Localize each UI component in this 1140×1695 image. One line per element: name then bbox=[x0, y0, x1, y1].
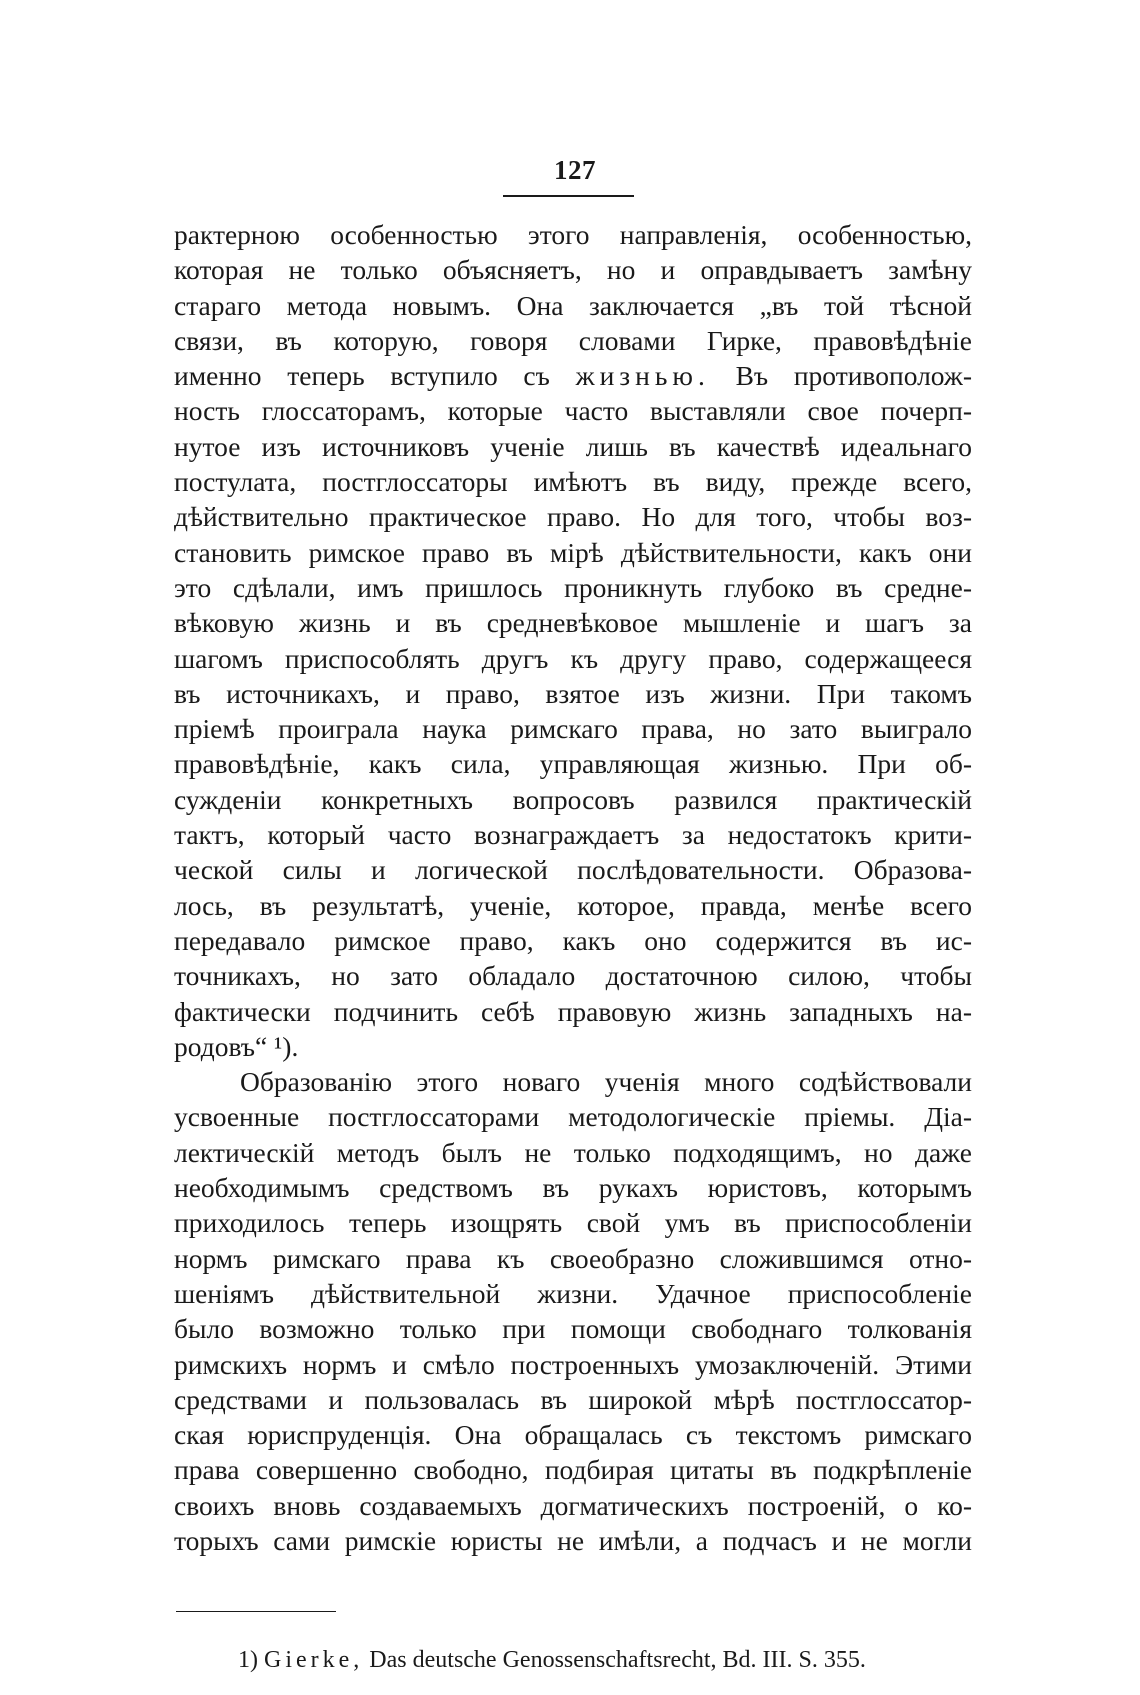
text-line: ская юриспруденція. Она обращалась съ текстомъ римскаго bbox=[174, 1419, 972, 1451]
page-number: 127 bbox=[554, 155, 596, 185]
text-line: шагомъ приспособлять другъ къ другу право, содержащееся bbox=[174, 642, 972, 674]
text-line: средствами и пользовалась въ широкой мѣрѣ постглоссатор- bbox=[174, 1383, 972, 1415]
text-line: торыхъ сами римскіе юристы не имѣли, а подчасъ и не могли bbox=[174, 1524, 972, 1556]
text-line: становить римское право въ мірѣ дѣйствительности, какъ они bbox=[174, 536, 972, 568]
text-line: римскихъ нормъ и смѣло построенныхъ умозаключеній. Этими bbox=[174, 1348, 972, 1380]
text-line: лось, въ результатѣ, ученіе, которое, правда, менѣе всего bbox=[174, 889, 972, 921]
footnote-text: Das deutsche Genossenschaftsrecht, Bd. III. S. 355. bbox=[369, 1647, 866, 1673]
text-line: нутое изъ источниковъ ученіе лишь въ качествѣ идеальнаго bbox=[174, 430, 972, 462]
text-line: усвоенные постглоссаторами методологическіе пріемы. Діа- bbox=[174, 1101, 972, 1133]
text-line: передавало римское право, какъ оно содержится въ ис- bbox=[174, 924, 972, 956]
spaced-emphasis: жизнью. bbox=[575, 360, 710, 392]
text-fragment: Въ противополож- bbox=[735, 360, 973, 392]
text-line: дѣйствительно практическое право. Но для того, чтобы воз- bbox=[174, 501, 972, 533]
paragraph-start: Образованію этого новаго ученія много содѣйствовали bbox=[240, 1066, 972, 1098]
text-line: родовъ“ ¹). bbox=[174, 1030, 299, 1062]
text-line: ность глоссаторамъ, которые часто выставляли свое почерп- bbox=[174, 395, 972, 427]
body-text bbox=[174, 217, 972, 1558]
page-number-rule bbox=[503, 195, 634, 197]
text-line: приходилось теперь изощрять свой умъ въ приспособленіи bbox=[174, 1207, 972, 1239]
text-line: было возможно только при помощи свободнаго толкованія bbox=[174, 1313, 972, 1345]
text-line: права совершенно свободно, подбирая цитаты въ подкрѣпленіе bbox=[174, 1454, 972, 1486]
text-line: фактически подчинить себѣ правовую жизнь западныхъ на- bbox=[174, 995, 972, 1027]
text-line: своихъ вновь создаваемыхъ догматическихъ построеній, о ко- bbox=[174, 1489, 972, 1521]
footnote-author: Gierke, bbox=[264, 1647, 364, 1673]
text-line: ческой силы и логической послѣдовательности. Образова- bbox=[174, 854, 972, 886]
text-line: правовѣдѣніе, какъ сила, управляющая жизнью. При об- bbox=[174, 748, 972, 780]
text-fragment: именно теперь вступило съ bbox=[174, 360, 550, 392]
text-line bbox=[174, 358, 972, 393]
text-line: это сдѣлали, имъ пришлось проникнуть глубоко въ средне- bbox=[174, 571, 972, 603]
text-line: необходимымъ средствомъ въ рукахъ юристовъ, которымъ bbox=[174, 1172, 972, 1204]
text-line: тактъ, который часто вознаграждаетъ за недостатокъ крити- bbox=[174, 819, 972, 851]
text-line: пріемѣ проиграла наука римскаго права, но зато выиграло bbox=[174, 713, 972, 745]
text-line: точникахъ, но зато обладало достаточною силою, чтобы bbox=[174, 960, 972, 992]
text-line: шеніямъ дѣйствительной жизни. Удачное приспособленіе bbox=[174, 1277, 972, 1309]
footnote-rule bbox=[176, 1611, 336, 1612]
text-line: вѣковую жизнь и въ средневѣковое мышленіе и шагъ за bbox=[174, 607, 972, 639]
text-line: связи, въ которую, говоря словами Гирке, правовѣдѣніе bbox=[174, 324, 972, 356]
footnote-marker: 1) bbox=[238, 1647, 258, 1673]
text-line: рактерною особенностью этого направленія, особенностью, bbox=[174, 219, 972, 250]
text-line: постулата, постглоссаторы имѣютъ въ виду, прежде всего, bbox=[174, 466, 972, 498]
text-line: стараго метода новымъ. Она заключается „въ той тѣсной bbox=[174, 289, 972, 321]
text-line: нормъ римскаго права къ своеобразно сложившимся отно- bbox=[174, 1242, 972, 1274]
text-line: которая не только объясняетъ, но и оправдываетъ замѣну bbox=[174, 254, 972, 286]
text-line: сужденіи конкретныхъ вопросовъ развился практическій bbox=[174, 783, 972, 815]
footnote bbox=[238, 1645, 866, 1675]
text-line: лектическій методъ былъ не только подходящимъ, но даже bbox=[174, 1136, 972, 1168]
text-line: въ источникахъ, и право, взятое изъ жизни. При такомъ bbox=[174, 677, 972, 709]
